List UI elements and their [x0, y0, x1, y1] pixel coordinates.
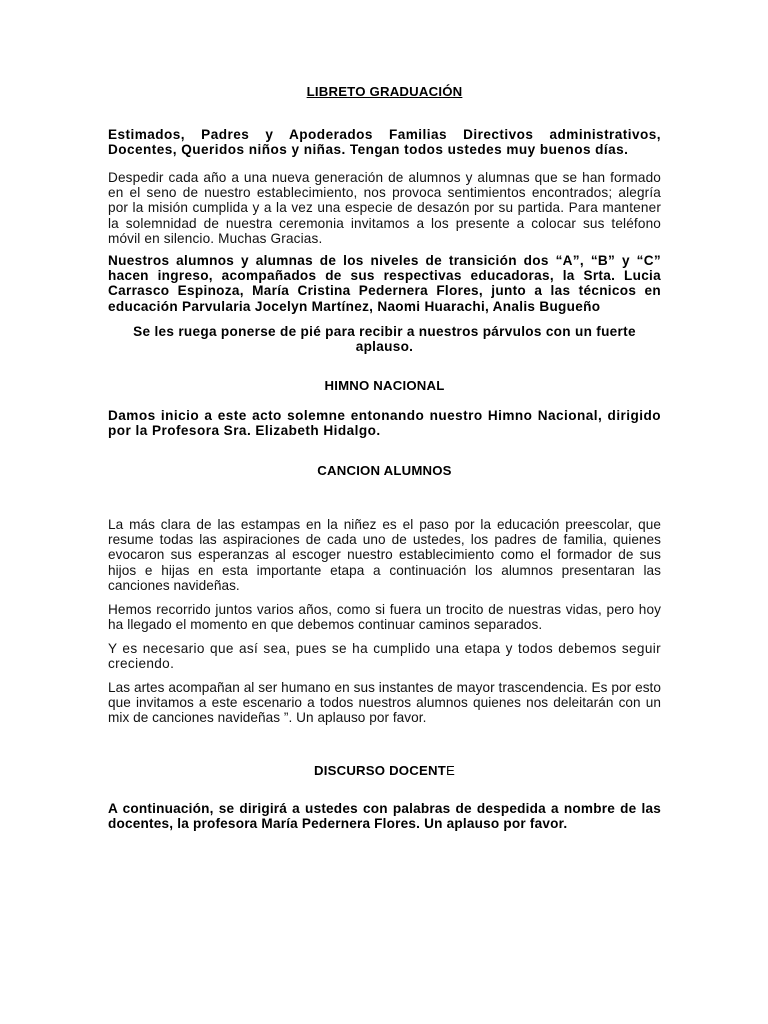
anthem-paragraph: Damos inicio a este acto solemne entonando nuestro Himno Nacional, dirigido por la Profesora Sra. Elizabeth Hidalgo. [108, 408, 661, 439]
document-title: LIBRETO GRADUACIÓN [306, 84, 463, 99]
song-paragraph-4: Las artes acompañan al ser humano en sus instantes de mayor trascendencia. Es por esto que invitamos a este escenario a todos nuestros alumnos quienes nos deleitarán con un mix de canciones navideñas ”. Un aplauso por favor. [108, 680, 661, 726]
entrance-paragraph: Nuestros alumnos y alumnas de los niveles de transición dos “A”, “B” y “C” hacen ingreso, acompañados de sus respectivas educadoras, la Srta. Lucia Carrasco Espinoza, María Cristina Pedernera Flores, junto a las técnicos en educación Parvularia Jocelyn Martínez, Naomi Huarachi, Analis Bugueño [108, 253, 661, 314]
speech-paragraph: A continuación, se dirigirá a ustedes con palabras de despedida a nombre de las docentes, la profesora María Pedernera Flores. Un aplauso por favor. [108, 801, 661, 832]
song-heading: CANCION ALUMNOS [317, 463, 452, 478]
greeting-paragraph: Estimados, Padres y Apoderados Familias Directivos administrativos, Docentes, Queridos niños y niñas. Tengan todos ustedes muy buenos días. [108, 127, 661, 158]
song-paragraph-2: Hemos recorrido juntos varios años, como si fuera un trocito de nuestras vidas, pero hoy ha llegado el momento en que debemos continuar caminos separados. [108, 602, 661, 633]
song-paragraph-1: La más clara de las estampas en la niñez es el paso por la educación preescolar, que resume todas las aspiraciones de cada uno de ustedes, los padres de familia, quienes evocaron sus esperanzas al escoger nuestro establecimiento como el formador de sus hijos e hijas en esta importante etapa a continuación los alumnos presentaran las canciones navideñas. [108, 517, 661, 593]
speech-heading-main: DISCURSO DOCENT [314, 763, 446, 778]
song-paragraph-3: Y es necesario que así sea, pues se ha cumplido una etapa y todos debemos seguir creciendo. [108, 641, 661, 672]
standing-request-paragraph: Se les ruega ponerse de pié para recibir a nuestros párvulos con un fuerte aplauso. [133, 324, 636, 355]
speech-heading [108, 763, 661, 779]
speech-heading-tail: E [445, 763, 455, 778]
intro-paragraph: Despedir cada año a una nueva generación de alumnos y alumnas que se han formado en el seno de nuestro establecimiento, nos provoca sentimientos encontrados; alegría por la misión cumplida y a la vez una especie de desazón por su partida. Para mantener la solemnidad de nuestra ceremonia invitamos a los presente a colocar sus teléfono móvil en silencio. Muchas Gracias. [108, 170, 661, 246]
anthem-heading: HIMNO NACIONAL [324, 378, 445, 393]
